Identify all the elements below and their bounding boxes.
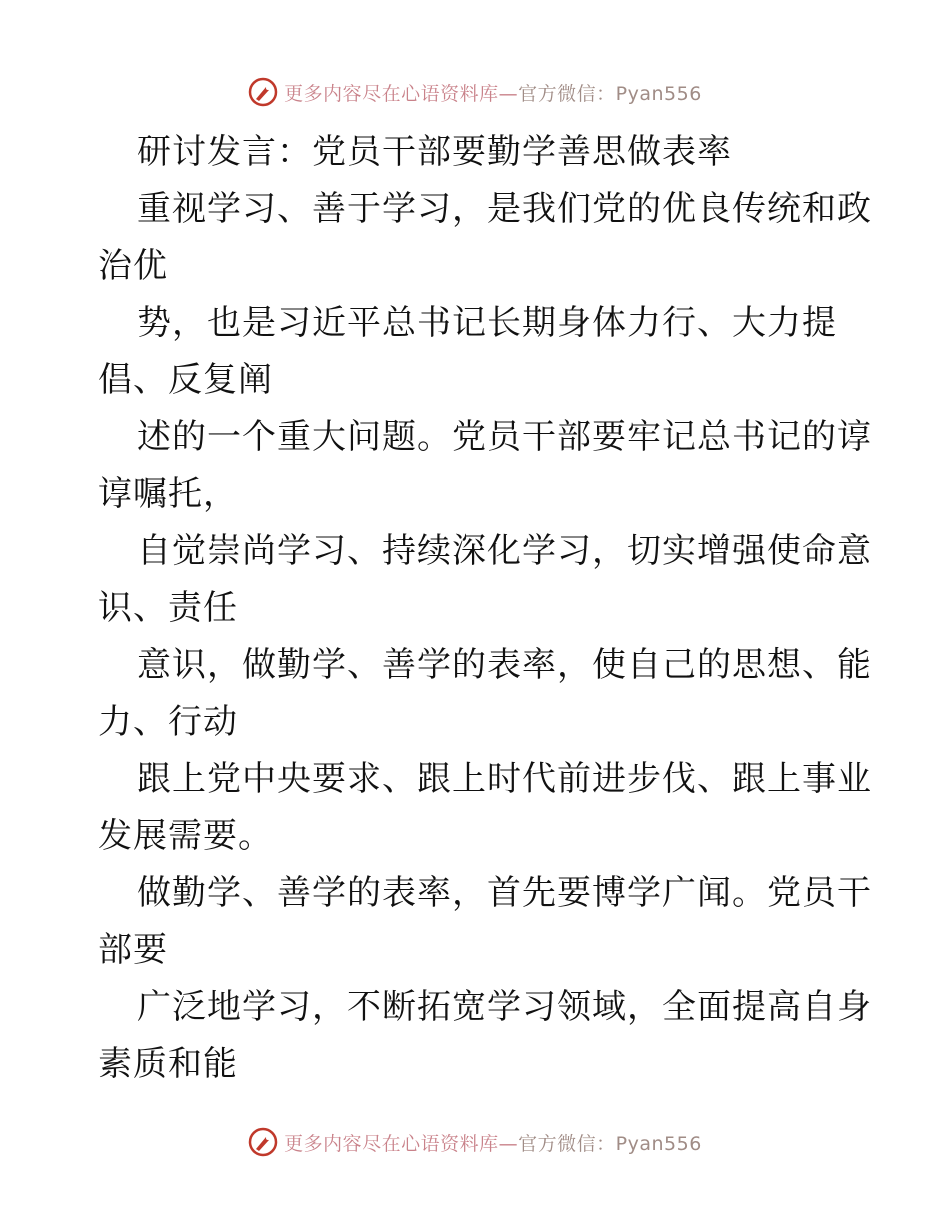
paragraph-line: 重视学习、善于学习，是我们党的优良传统和政 [137,189,872,229]
paragraph-line: 做勤学、善学的表率，首先要博学广闻。党员干 [137,873,872,913]
paragraph-line: 述的一个重大问题。党员干部要牢记总书记的谆 [137,417,872,457]
document-title: 研讨发言：党员干部要勤学善思做表率 [137,132,732,172]
paragraph-line: 发展需要。 [98,816,273,856]
header-watermark-banner [0,72,950,112]
footer-watermark-banner [0,1122,950,1162]
footer-banner-text: 更多内容尽在心语资料库—官方微信：Pyan556 [284,1132,702,1155]
pen-logo-icon [248,1127,278,1157]
header-banner-text: 更多内容尽在心语资料库—官方微信：Pyan556 [284,82,702,105]
paragraph-line: 自觉崇尚学习、持续深化学习，切实增强使命意 [137,531,872,571]
paragraph-line: 治优 [98,246,168,286]
paragraph-line: 跟上党中央要求、跟上时代前进步伐、跟上事业 [137,759,872,799]
paragraph-line: 倡、反复阐 [98,360,273,400]
paragraph-line: 谆嘱托， [98,474,238,514]
paragraph-line: 力、行动 [98,702,238,742]
pen-logo-icon [248,77,278,107]
paragraph-line: 势，也是习近平总书记长期身体力行、大力提 [137,303,837,343]
paragraph-line: 部要 [98,930,168,970]
paragraph-line: 意识，做勤学、善学的表率，使自己的思想、能 [137,645,872,685]
paragraph-line: 素质和能 [98,1044,238,1084]
paragraph-line: 识、责任 [98,588,238,628]
paragraph-line: 广泛地学习，不断拓宽学习领域，全面提高自身 [137,987,872,1027]
